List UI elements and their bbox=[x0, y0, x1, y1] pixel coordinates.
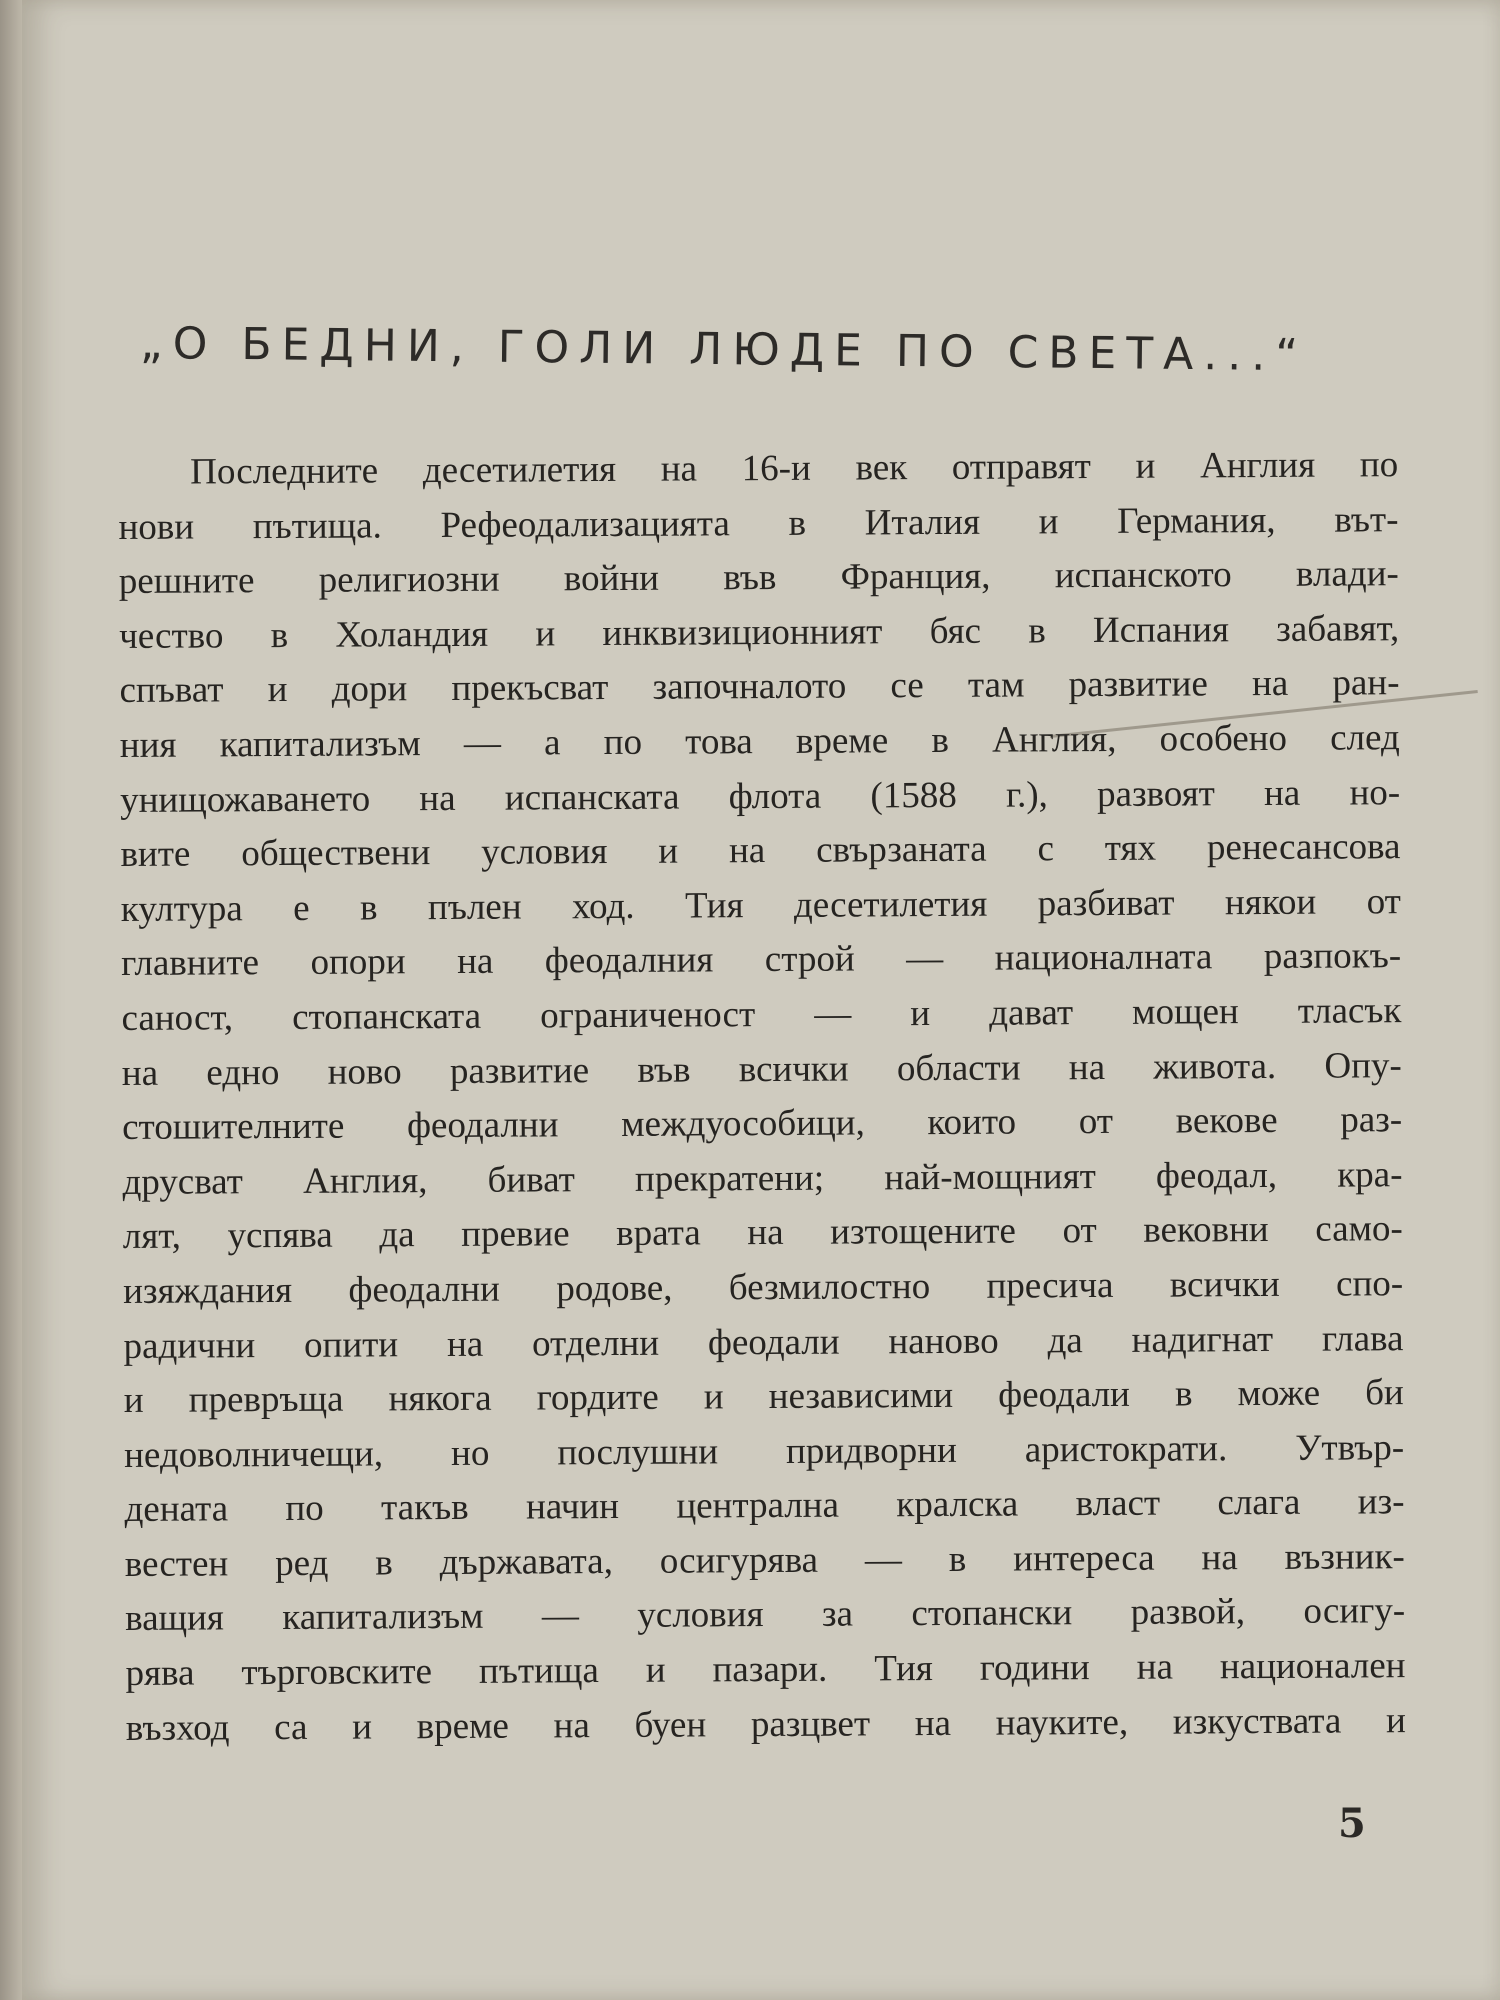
text-line: вестен ред в държавата, осигурява — в интереса на възник- bbox=[124, 1536, 1405, 1585]
text-line: решните религиозни войни във Франция, испанското влади- bbox=[118, 553, 1399, 603]
book-spine-shadow bbox=[0, 0, 22, 2000]
text-line: спъват и дори прекъсват започналото се там развитие на ран- bbox=[119, 662, 1400, 712]
text-line: главните опори на феодалния строй — националната разпокъ- bbox=[121, 935, 1402, 985]
body-text bbox=[118, 438, 1406, 1756]
text-line: изяждания феодални родове, безмилостно пресича всички спо- bbox=[123, 1263, 1404, 1312]
text-line: рява търговските пътища и пазари. Тия години на национален bbox=[125, 1645, 1406, 1695]
text-line: възход са и време на буен разцвет на науките, изкуствата и bbox=[125, 1699, 1406, 1749]
text-line: друсват Англия, биват прекратени; най-мощният феодал, кра- bbox=[122, 1153, 1403, 1203]
text-line: Последните десетилетия на 16-и век отправят и Англия по bbox=[190, 444, 1399, 493]
text-line: на едно ново развитие във всички области на живота. Опу- bbox=[121, 1044, 1402, 1094]
chapter-title: „О БЕДНИ, ГОЛИ ЛЮДЕ ПО СВЕТА...“ bbox=[139, 318, 1309, 382]
text-line: култура е в пълен ход. Тия десетилетия разбиват някои от bbox=[120, 880, 1401, 930]
text-line: нови пътища. Рефеодализацията в Италия и Германия, вът- bbox=[118, 498, 1399, 548]
text-line: унищожаването на испанската флота (1588 г.), развоят на но- bbox=[120, 771, 1401, 821]
text-line: и превръща някога гордите и независими феодали в може би bbox=[123, 1372, 1404, 1422]
text-line: саност, стопанската ограниченост — и дават мощен тласък bbox=[121, 990, 1402, 1039]
text-line: радични опити на отделни феодали наново да надигнат глава bbox=[123, 1317, 1404, 1367]
text-line: вите обществени условия и на свързаната с тях ренесансова bbox=[120, 826, 1401, 876]
text-line: стошителните феодални междуособици, които от векове раз- bbox=[122, 1099, 1403, 1149]
text-line: ния капитализъм — а по това време в Англия, особено след bbox=[119, 717, 1400, 766]
text-line: лят, успява да превие врата на изтощените от вековни само- bbox=[122, 1208, 1403, 1258]
text-line: дената по такъв начин централна кралска власт слага из- bbox=[124, 1481, 1405, 1531]
page-number: 5 bbox=[1338, 1800, 1366, 1847]
text-line: чество в Холандия и инквизиционният бяс в Испания забавят, bbox=[119, 607, 1400, 657]
text-line: недоволничещи, но послушни придворни аристократи. Утвър- bbox=[124, 1426, 1405, 1476]
text-line: ващия капитализъм — условия за стопански развой, осигу- bbox=[125, 1590, 1406, 1640]
